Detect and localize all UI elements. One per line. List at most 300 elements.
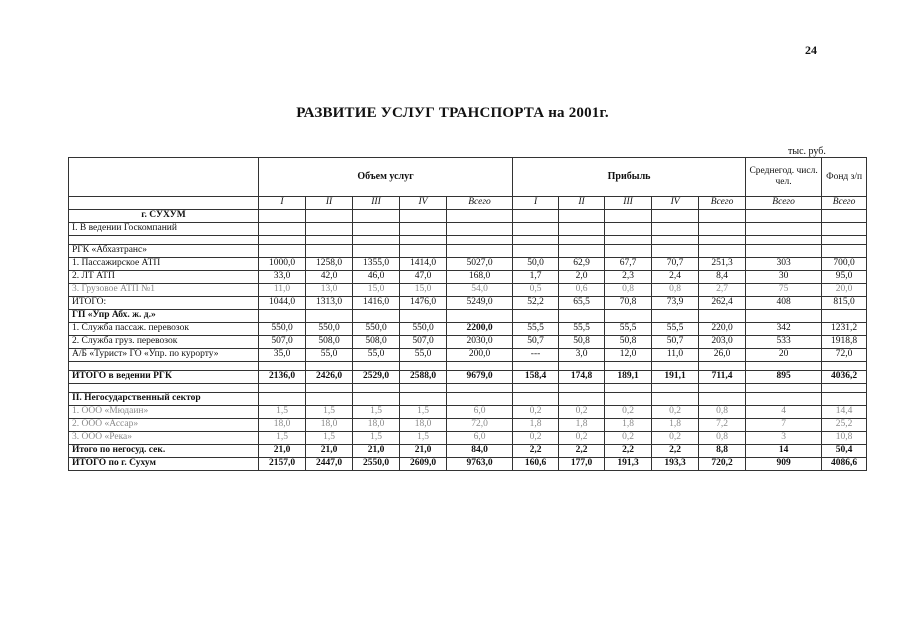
empty-cell — [353, 245, 400, 258]
row-label: ИТОГО по г. Сухум — [69, 458, 259, 471]
header-row-periods — [69, 197, 867, 210]
value-cell: 1313,0 — [306, 297, 353, 310]
empty-cell — [699, 393, 746, 406]
value-cell: 550,0 — [259, 323, 306, 336]
empty-cell — [259, 393, 306, 406]
empty-cell — [605, 223, 652, 236]
value-cell: 1,5 — [259, 406, 306, 419]
header-period-cell: II — [306, 197, 353, 210]
empty-cell — [746, 362, 822, 371]
value-cell: 50,4 — [822, 445, 867, 458]
value-cell: 191,3 — [605, 458, 652, 471]
value-cell: 0,2 — [605, 406, 652, 419]
header-avg-staff: Среднегод. числ. чел. — [746, 158, 822, 197]
value-cell: 21,0 — [353, 445, 400, 458]
table-row — [69, 284, 867, 297]
value-cell: 4 — [746, 406, 822, 419]
empty-cell — [652, 393, 699, 406]
header-period-cell: Всего — [822, 197, 867, 210]
value-cell: 1,8 — [605, 419, 652, 432]
value-cell: 65,5 — [559, 297, 605, 310]
value-cell: 2136,0 — [259, 371, 306, 384]
empty-cell — [746, 310, 822, 323]
value-cell: 507,0 — [259, 336, 306, 349]
value-cell: 1,5 — [400, 406, 447, 419]
empty-cell — [306, 245, 353, 258]
value-cell: 14,4 — [822, 406, 867, 419]
value-cell: 11,0 — [259, 284, 306, 297]
value-cell: 1416,0 — [353, 297, 400, 310]
value-cell: 220,0 — [699, 323, 746, 336]
value-cell: 25,2 — [822, 419, 867, 432]
value-cell: 0,2 — [559, 406, 605, 419]
value-cell: 8,8 — [699, 445, 746, 458]
value-cell: 2447,0 — [306, 458, 353, 471]
value-cell: 1918,8 — [822, 336, 867, 349]
value-cell: 50,7 — [513, 336, 559, 349]
empty-cell — [447, 310, 513, 323]
value-cell: 1414,0 — [400, 258, 447, 271]
value-cell: 168,0 — [447, 271, 513, 284]
row-label: 1. Служба пассаж. перевозок — [69, 323, 259, 336]
empty-cell — [513, 393, 559, 406]
value-cell: 2,0 — [559, 271, 605, 284]
table-row — [69, 419, 867, 432]
section-heading: ГП «Упр Абх. ж. д.» — [69, 310, 259, 323]
value-cell: 55,5 — [513, 323, 559, 336]
empty-cell — [822, 245, 867, 258]
empty-cell — [822, 210, 867, 223]
empty-cell — [353, 236, 400, 245]
section-heading-row — [69, 310, 867, 323]
empty-cell — [447, 236, 513, 245]
value-cell: 1,5 — [259, 432, 306, 445]
value-cell: 1,7 — [513, 271, 559, 284]
value-cell: 55,0 — [400, 349, 447, 362]
empty-cell — [513, 384, 559, 393]
empty-cell — [605, 236, 652, 245]
value-cell: 177,0 — [559, 458, 605, 471]
value-cell: 0,6 — [559, 284, 605, 297]
table-row — [69, 297, 867, 310]
empty-cell — [353, 393, 400, 406]
value-cell: 2426,0 — [306, 371, 353, 384]
value-cell: 1,8 — [513, 419, 559, 432]
empty-cell — [69, 362, 259, 371]
value-cell: 50,8 — [605, 336, 652, 349]
value-cell: 13,0 — [306, 284, 353, 297]
value-cell: 0,8 — [652, 284, 699, 297]
value-cell: 70,7 — [652, 258, 699, 271]
value-cell: 55,5 — [652, 323, 699, 336]
empty-cell — [353, 310, 400, 323]
empty-cell — [306, 362, 353, 371]
header-period-cell: III — [605, 197, 652, 210]
empty-cell — [699, 362, 746, 371]
header-period-cell: II — [559, 197, 605, 210]
value-cell: 35,0 — [259, 349, 306, 362]
empty-cell — [559, 236, 605, 245]
value-cell: 55,5 — [605, 323, 652, 336]
header-period-cell: Всего — [447, 197, 513, 210]
value-cell: 550,0 — [353, 323, 400, 336]
value-cell: 0,2 — [652, 432, 699, 445]
value-cell: 711,4 — [699, 371, 746, 384]
value-cell: 2,2 — [559, 445, 605, 458]
empty-cell — [559, 223, 605, 236]
table-row — [69, 258, 867, 271]
value-cell: 8,4 — [699, 271, 746, 284]
empty-cell — [746, 210, 822, 223]
value-cell: 62,9 — [559, 258, 605, 271]
table-row — [69, 458, 867, 471]
row-label: 3. Грузовое АТП №1 — [69, 284, 259, 297]
page-title: РАЗВИТИЕ УСЛУГ ТРАНСПОРТА на 2001г. — [296, 105, 609, 121]
empty-cell — [746, 384, 822, 393]
header-period-cell: I — [513, 197, 559, 210]
value-cell: 18,0 — [259, 419, 306, 432]
empty-cell — [306, 310, 353, 323]
table-row — [69, 371, 867, 384]
value-cell: 5027,0 — [447, 258, 513, 271]
value-cell: 52,2 — [513, 297, 559, 310]
value-cell: 251,3 — [699, 258, 746, 271]
value-cell: 18,0 — [306, 419, 353, 432]
value-cell: 7,2 — [699, 419, 746, 432]
empty-cell — [306, 393, 353, 406]
empty-cell — [259, 236, 306, 245]
empty-cell — [400, 245, 447, 258]
value-cell: 1,5 — [306, 406, 353, 419]
empty-cell — [699, 236, 746, 245]
empty-cell — [513, 362, 559, 371]
empty-cell — [513, 245, 559, 258]
header-period-cell: IV — [400, 197, 447, 210]
value-cell: 2,3 — [605, 271, 652, 284]
empty-cell — [746, 245, 822, 258]
empty-cell — [822, 310, 867, 323]
value-cell: 70,8 — [605, 297, 652, 310]
value-cell: 1,5 — [353, 432, 400, 445]
empty-cell — [306, 223, 353, 236]
header-period-cell: I — [259, 197, 306, 210]
empty-cell — [259, 245, 306, 258]
city-heading: г. СУХУМ — [69, 210, 259, 223]
value-cell: 5249,0 — [447, 297, 513, 310]
empty-cell — [400, 236, 447, 245]
row-label: ИТОГО: — [69, 297, 259, 310]
value-cell: 21,0 — [306, 445, 353, 458]
value-cell: 1000,0 — [259, 258, 306, 271]
empty-cell — [605, 362, 652, 371]
value-cell: 0,2 — [559, 432, 605, 445]
value-cell: 73,9 — [652, 297, 699, 310]
header-wage-fund: Фонд з/п — [822, 158, 867, 197]
value-cell: 10,8 — [822, 432, 867, 445]
value-cell: 1,8 — [559, 419, 605, 432]
transport-services-table — [68, 157, 867, 471]
row-label: А/Б «Турист» ГО «Упр. по курорту» — [69, 349, 259, 362]
empty-cell — [559, 384, 605, 393]
empty-cell — [652, 384, 699, 393]
value-cell: 75 — [746, 284, 822, 297]
value-cell: 2200,0 — [447, 323, 513, 336]
value-cell: 191,1 — [652, 371, 699, 384]
empty-cell — [605, 210, 652, 223]
header-period-cell: Всего — [699, 197, 746, 210]
value-cell: 9679,0 — [447, 371, 513, 384]
empty-cell — [400, 310, 447, 323]
value-cell: 0,8 — [699, 432, 746, 445]
value-cell: 550,0 — [306, 323, 353, 336]
empty-cell — [652, 210, 699, 223]
empty-cell — [400, 393, 447, 406]
value-cell: 1355,0 — [353, 258, 400, 271]
value-cell: 815,0 — [822, 297, 867, 310]
value-cell: 550,0 — [400, 323, 447, 336]
header-row-groups — [69, 158, 867, 197]
empty-cell — [699, 245, 746, 258]
section-heading-row — [69, 223, 867, 236]
value-cell: 33,0 — [259, 271, 306, 284]
table-row — [69, 271, 867, 284]
value-cell: 0,5 — [513, 284, 559, 297]
header-volume-group: Объем услуг — [259, 158, 513, 197]
value-cell: 2157,0 — [259, 458, 306, 471]
value-cell: 0,2 — [513, 432, 559, 445]
empty-cell — [447, 210, 513, 223]
empty-cell — [822, 362, 867, 371]
city-heading-row — [69, 210, 867, 223]
value-cell: 158,4 — [513, 371, 559, 384]
empty-cell — [353, 384, 400, 393]
header-period-cell: Всего — [746, 197, 822, 210]
value-cell: 1231,2 — [822, 323, 867, 336]
value-cell: 507,0 — [400, 336, 447, 349]
value-cell: 14 — [746, 445, 822, 458]
value-cell: 0,2 — [605, 432, 652, 445]
row-label: ИТОГО в ведении РГК — [69, 371, 259, 384]
empty-cell — [513, 310, 559, 323]
table-row — [69, 336, 867, 349]
empty-cell — [822, 236, 867, 245]
currency-note: тыс. руб. — [788, 146, 826, 157]
value-cell: 55,0 — [353, 349, 400, 362]
value-cell: 6,0 — [447, 406, 513, 419]
empty-cell — [513, 236, 559, 245]
empty-cell — [400, 362, 447, 371]
section-heading-row — [69, 393, 867, 406]
value-cell: 42,0 — [306, 271, 353, 284]
empty-cell — [559, 310, 605, 323]
row-label: 2. Служба груз. перевозок — [69, 336, 259, 349]
header-period-cell: III — [353, 197, 400, 210]
page-number: 24 — [805, 43, 817, 57]
empty-cell — [559, 362, 605, 371]
empty-cell — [822, 393, 867, 406]
empty-cell — [400, 210, 447, 223]
value-cell: 160,6 — [513, 458, 559, 471]
value-cell: 2030,0 — [447, 336, 513, 349]
value-cell: 262,4 — [699, 297, 746, 310]
spacer-row — [69, 362, 867, 371]
value-cell: 1,8 — [652, 419, 699, 432]
value-cell: 18,0 — [400, 419, 447, 432]
table-row — [69, 432, 867, 445]
spacer-row — [69, 236, 867, 245]
value-cell: 55,5 — [559, 323, 605, 336]
value-cell: 6,0 — [447, 432, 513, 445]
value-cell: 55,0 — [306, 349, 353, 362]
empty-cell — [259, 362, 306, 371]
value-cell: 21,0 — [259, 445, 306, 458]
value-cell: 203,0 — [699, 336, 746, 349]
value-cell: 54,0 — [447, 284, 513, 297]
table-row — [69, 323, 867, 336]
header-empty-cell — [69, 158, 259, 197]
empty-cell — [699, 310, 746, 323]
value-cell: 9763,0 — [447, 458, 513, 471]
empty-cell — [259, 223, 306, 236]
table-body — [69, 210, 867, 471]
value-cell: 408 — [746, 297, 822, 310]
empty-cell — [447, 223, 513, 236]
value-cell: 2,2 — [513, 445, 559, 458]
empty-cell — [447, 393, 513, 406]
value-cell: 2,7 — [699, 284, 746, 297]
value-cell: 0,8 — [605, 284, 652, 297]
header-profit-group: Прибыль — [513, 158, 746, 197]
empty-cell — [259, 210, 306, 223]
value-cell: 189,1 — [605, 371, 652, 384]
value-cell: 67,7 — [605, 258, 652, 271]
table-row — [69, 445, 867, 458]
row-label: 2. ООО «Ассар» — [69, 419, 259, 432]
spacer-row — [69, 384, 867, 393]
empty-cell — [605, 310, 652, 323]
value-cell: 1,5 — [306, 432, 353, 445]
empty-cell — [513, 223, 559, 236]
empty-cell — [652, 310, 699, 323]
value-cell: 533 — [746, 336, 822, 349]
value-cell: 7 — [746, 419, 822, 432]
empty-cell — [259, 384, 306, 393]
value-cell: 11,0 — [652, 349, 699, 362]
empty-cell — [306, 236, 353, 245]
row-label: 3. ООО «Река» — [69, 432, 259, 445]
empty-cell — [699, 223, 746, 236]
empty-cell — [605, 384, 652, 393]
value-cell: 2609,0 — [400, 458, 447, 471]
empty-cell — [605, 245, 652, 258]
value-cell: 508,0 — [353, 336, 400, 349]
empty-cell — [605, 393, 652, 406]
empty-cell — [400, 223, 447, 236]
value-cell: 50,8 — [559, 336, 605, 349]
empty-cell — [652, 236, 699, 245]
section-heading-row — [69, 245, 867, 258]
value-cell: 26,0 — [699, 349, 746, 362]
value-cell: 4086,6 — [822, 458, 867, 471]
value-cell: 508,0 — [306, 336, 353, 349]
value-cell: 72,0 — [822, 349, 867, 362]
value-cell: 47,0 — [400, 271, 447, 284]
value-cell: 1476,0 — [400, 297, 447, 310]
value-cell: 50,0 — [513, 258, 559, 271]
value-cell: 20,0 — [822, 284, 867, 297]
empty-cell — [746, 393, 822, 406]
value-cell: 30 — [746, 271, 822, 284]
value-cell: 50,7 — [652, 336, 699, 349]
row-label: Итого по негосуд. сек. — [69, 445, 259, 458]
value-cell: 895 — [746, 371, 822, 384]
value-cell: 303 — [746, 258, 822, 271]
table-row — [69, 349, 867, 362]
row-label: 2. ЛТ АТП — [69, 271, 259, 284]
value-cell: 1044,0 — [259, 297, 306, 310]
value-cell: 18,0 — [353, 419, 400, 432]
value-cell: 342 — [746, 323, 822, 336]
value-cell: 2,2 — [605, 445, 652, 458]
value-cell: 95,0 — [822, 271, 867, 284]
empty-cell — [306, 210, 353, 223]
value-cell: 2588,0 — [400, 371, 447, 384]
empty-cell — [306, 384, 353, 393]
value-cell: 0,2 — [652, 406, 699, 419]
value-cell: 15,0 — [400, 284, 447, 297]
empty-cell — [353, 210, 400, 223]
empty-cell — [559, 245, 605, 258]
value-cell: 46,0 — [353, 271, 400, 284]
empty-cell — [447, 245, 513, 258]
empty-cell — [353, 362, 400, 371]
table-row — [69, 406, 867, 419]
value-cell: 174,8 — [559, 371, 605, 384]
empty-cell — [746, 223, 822, 236]
empty-cell — [447, 362, 513, 371]
value-cell: 0,8 — [699, 406, 746, 419]
value-cell: 2550,0 — [353, 458, 400, 471]
empty-cell — [69, 236, 259, 245]
empty-cell — [559, 210, 605, 223]
value-cell: 1258,0 — [306, 258, 353, 271]
empty-cell — [652, 362, 699, 371]
value-cell: 4036,2 — [822, 371, 867, 384]
empty-cell — [353, 223, 400, 236]
empty-cell — [400, 384, 447, 393]
empty-cell — [652, 245, 699, 258]
value-cell: 700,0 — [822, 258, 867, 271]
empty-cell — [699, 384, 746, 393]
value-cell: 12,0 — [605, 349, 652, 362]
value-cell: 2,4 — [652, 271, 699, 284]
value-cell: 200,0 — [447, 349, 513, 362]
empty-cell — [259, 310, 306, 323]
empty-cell — [746, 236, 822, 245]
header-period-cell: IV — [652, 197, 699, 210]
value-cell: 2,2 — [652, 445, 699, 458]
value-cell: 0,2 — [513, 406, 559, 419]
value-cell: --- — [513, 349, 559, 362]
value-cell: 2529,0 — [353, 371, 400, 384]
value-cell: 1,5 — [353, 406, 400, 419]
value-cell: 20 — [746, 349, 822, 362]
value-cell: 3,0 — [559, 349, 605, 362]
value-cell: 84,0 — [447, 445, 513, 458]
value-cell: 193,3 — [652, 458, 699, 471]
value-cell: 21,0 — [400, 445, 447, 458]
empty-cell — [822, 223, 867, 236]
